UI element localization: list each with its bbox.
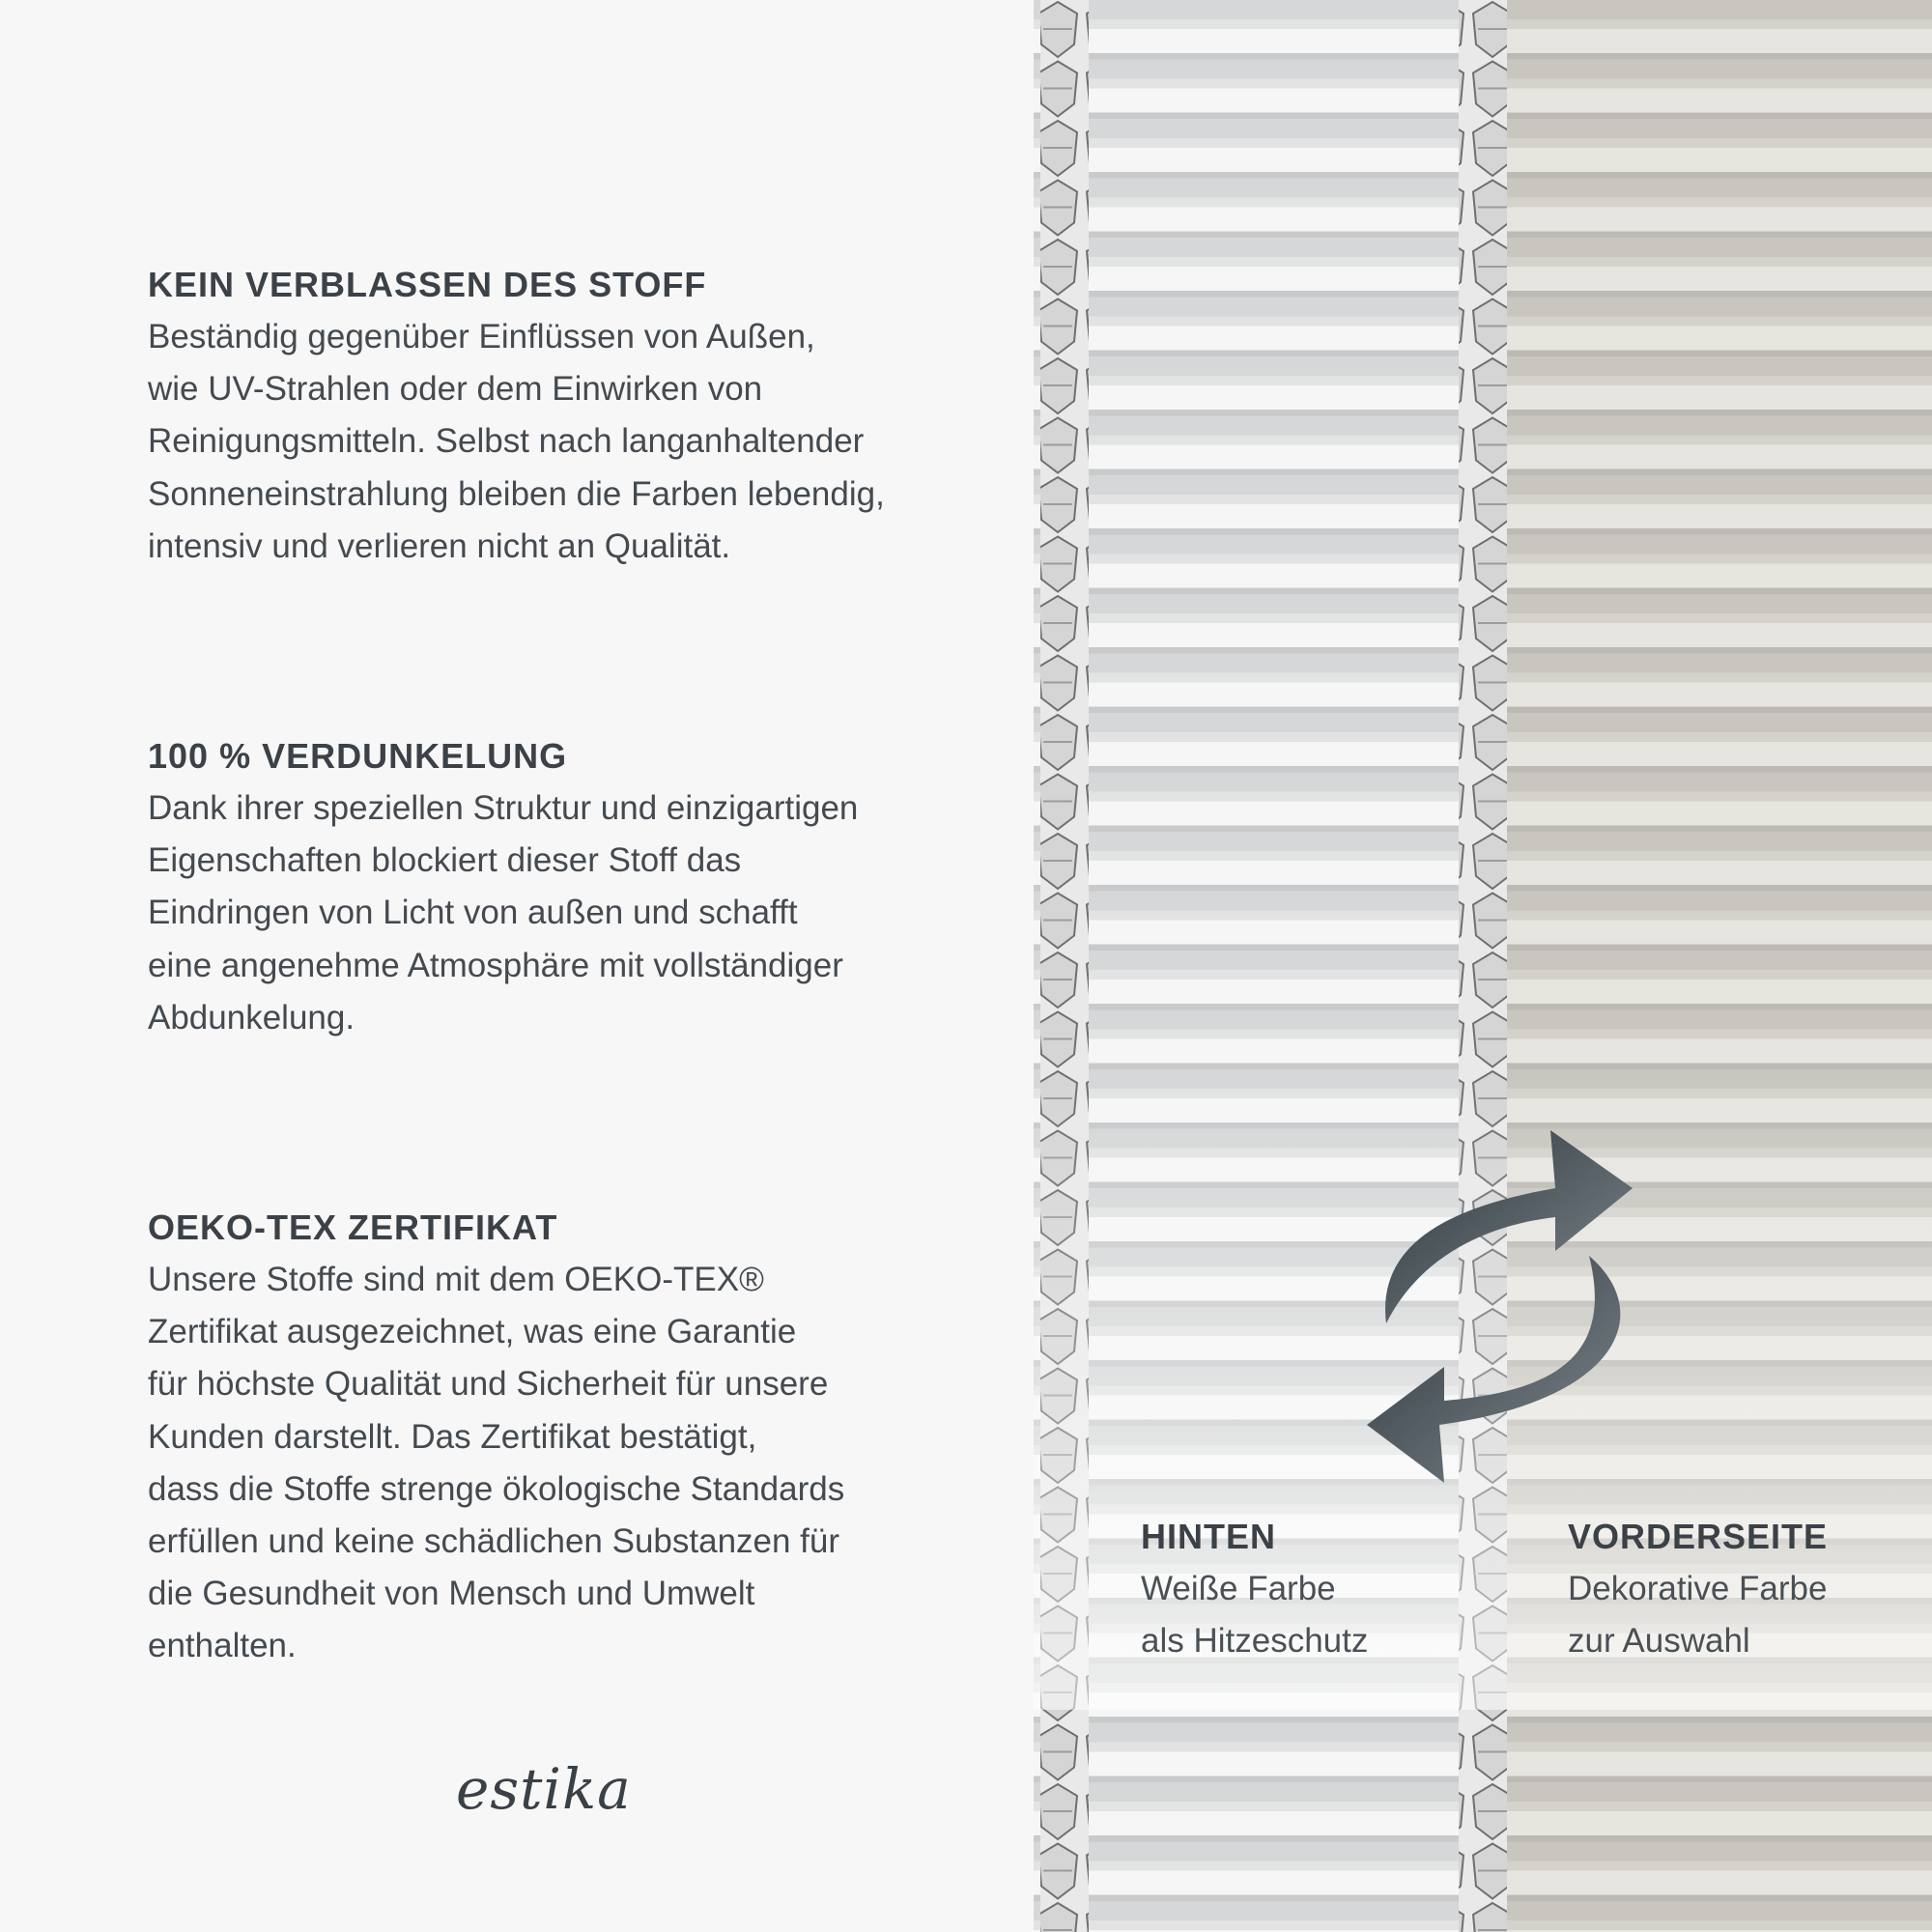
feature-blackout	[148, 730, 998, 1044]
feature-oeko-tex	[148, 1202, 998, 1673]
caption-text: Weiße Farbe als Hitzeschutz	[1141, 1570, 1369, 1661]
caption-title: HINTEN	[1141, 1517, 1276, 1556]
feature-title: OEKO-TEX ZERTIFIKAT	[148, 1208, 558, 1247]
caption-text: Dekorative Farbe zur Auswahl	[1568, 1570, 1828, 1661]
feature-description: Beständig gegenüber Einflüssen von Außen, wie UV-Strahlen oder dem Einwirken von Reinigungsmitteln. Selbst nach langanhaltender Sonneneinstrahlung bleiben die Farben lebendig, intensiv und verlieren nicht an Qualität.	[148, 318, 885, 565]
feature-no-fading	[148, 259, 998, 573]
feature-description: Unsere Stoffe sind mit dem OEKO-TEX® Zertifikat ausgezeichnet, was eine Garantie für höchste Qualität und Sicherheit für unsere Kunden darstellt. Das Zertifikat bestätigt, dass die Stoffe strenge ökologische Standards erfüllen und keine schädlichen Substanzen für die Gesundheit von Mensch und Umwelt enthalten.	[148, 1261, 845, 1665]
caption-back-side	[1141, 1511, 1460, 1667]
swap-arrows-icon	[1367, 1121, 1647, 1497]
feature-title: 100 % VERDUNKELUNG	[148, 736, 568, 776]
feature-title: KEIN VERBLASSEN DES STOFF	[148, 265, 707, 304]
brand-logo: estika	[456, 1756, 632, 1822]
caption-title: VORDERSEITE	[1568, 1517, 1829, 1556]
caption-front-side	[1568, 1511, 1887, 1667]
feature-description: Dank ihrer speziellen Struktur und einzigartigen Eigenschaften blockiert dieser Stoff das Eindringen von Licht von außen und schafft eine angenehme Atmosphäre mit vollständiger Abdunkelung.	[148, 789, 859, 1037]
